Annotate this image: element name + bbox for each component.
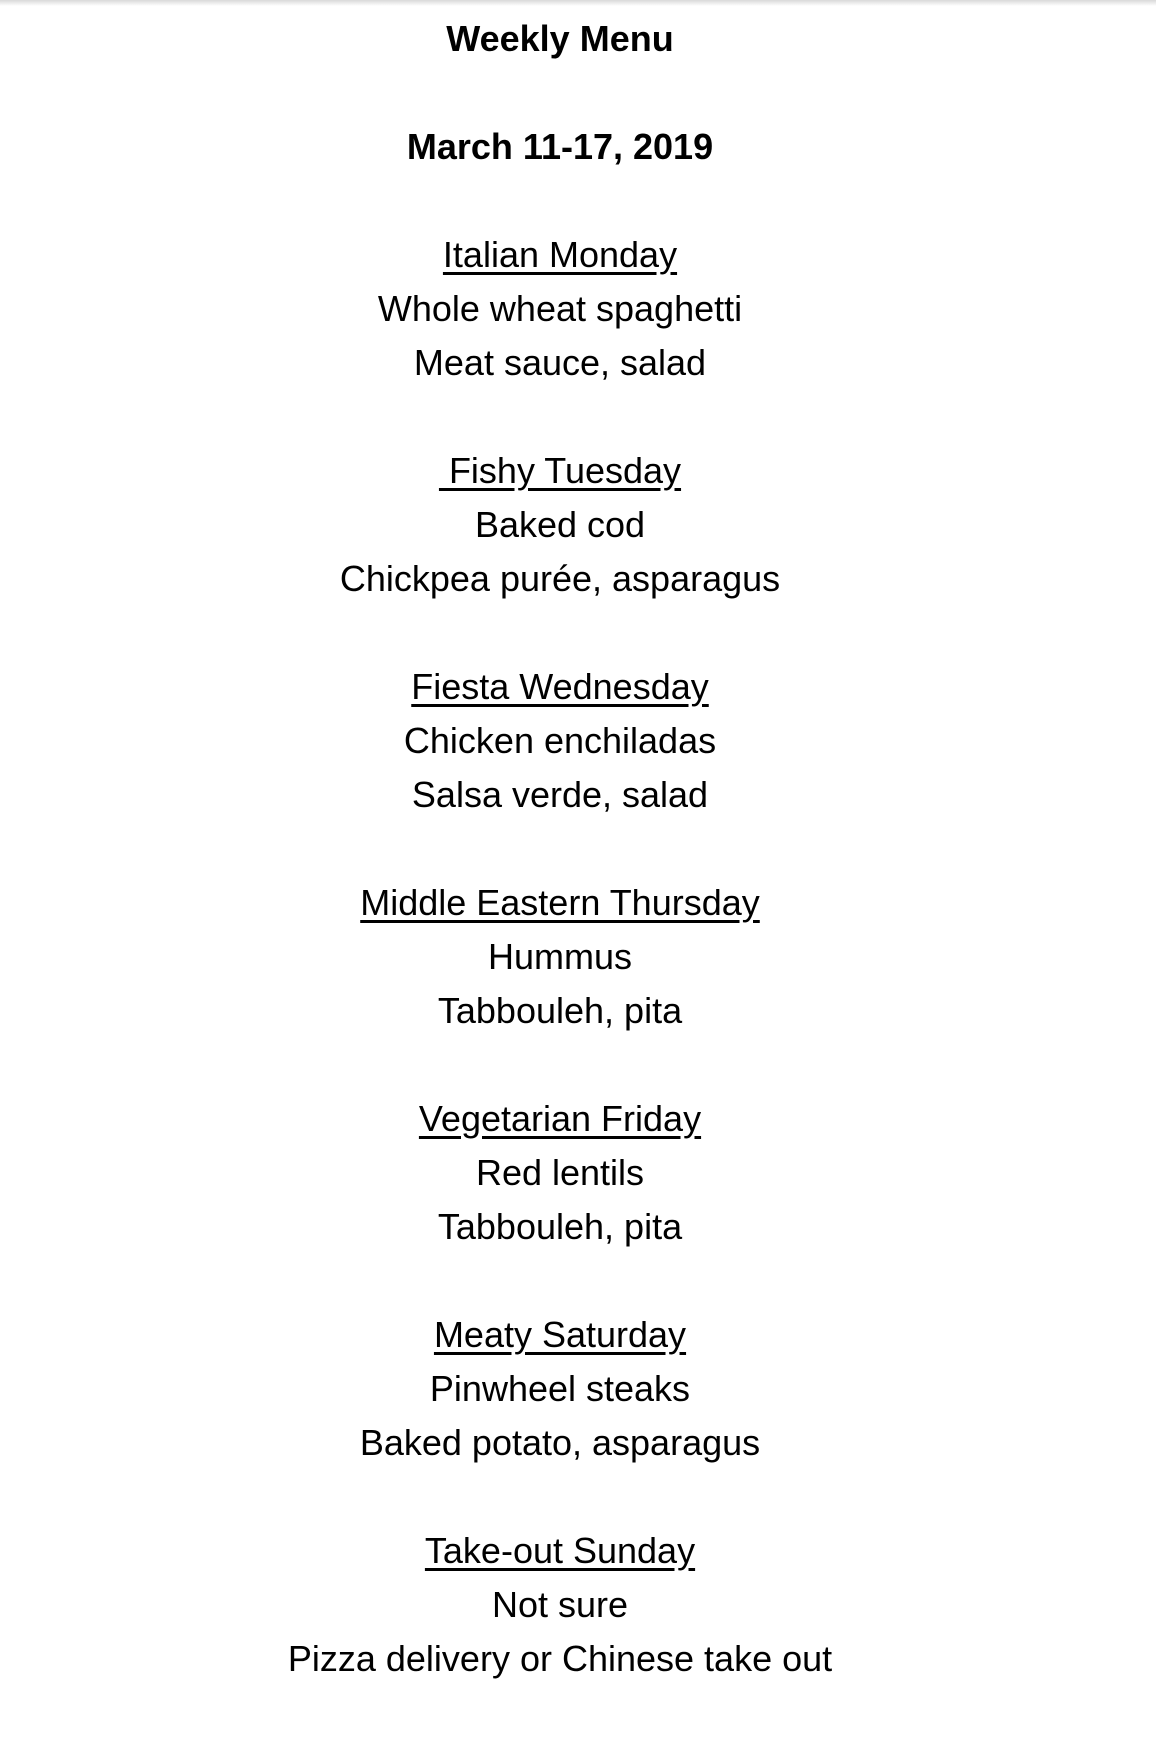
main-dish: Baked cod <box>474 504 646 545</box>
side-dishes: Tabbouleh, pita <box>437 1206 683 1247</box>
main-dish: Pinwheel steaks <box>429 1368 691 1409</box>
day-heading: Middle Eastern Thursday <box>360 882 760 923</box>
day-heading: Fishy Tuesday <box>438 450 682 491</box>
day-section-wednesday <box>0 660 1120 822</box>
main-dish: Not sure <box>491 1584 629 1625</box>
main-dish: Chicken enchiladas <box>403 720 717 761</box>
menu-date: March 11-17, 2019 <box>406 126 714 167</box>
day-section-thursday <box>0 876 1120 1038</box>
day-heading: Italian Monday <box>442 234 678 275</box>
day-heading: Vegetarian Friday <box>418 1098 702 1139</box>
main-dish: Red lentils <box>475 1152 645 1193</box>
side-dishes: Baked potato, asparagus <box>359 1422 761 1463</box>
menu-title: Weekly Menu <box>446 18 674 59</box>
day-heading: Take-out Sunday <box>424 1530 696 1571</box>
side-dishes: Pizza delivery or Chinese take out <box>287 1638 833 1679</box>
day-section-tuesday <box>0 444 1120 606</box>
day-heading: Meaty Saturday <box>433 1314 687 1355</box>
day-section-sunday <box>0 1524 1120 1686</box>
day-heading: Fiesta Wednesday <box>411 666 709 707</box>
side-dishes: Meat sauce, salad <box>413 342 707 383</box>
day-section-monday <box>0 228 1120 390</box>
day-section-friday <box>0 1092 1120 1254</box>
side-dishes: Tabbouleh, pita <box>437 990 683 1031</box>
main-dish: Hummus <box>487 936 633 977</box>
main-dish: Whole wheat spaghetti <box>377 288 743 329</box>
side-dishes: Chickpea purée, asparagus <box>339 558 781 599</box>
day-section-saturday <box>0 1308 1120 1470</box>
side-dishes: Salsa verde, salad <box>411 774 709 815</box>
